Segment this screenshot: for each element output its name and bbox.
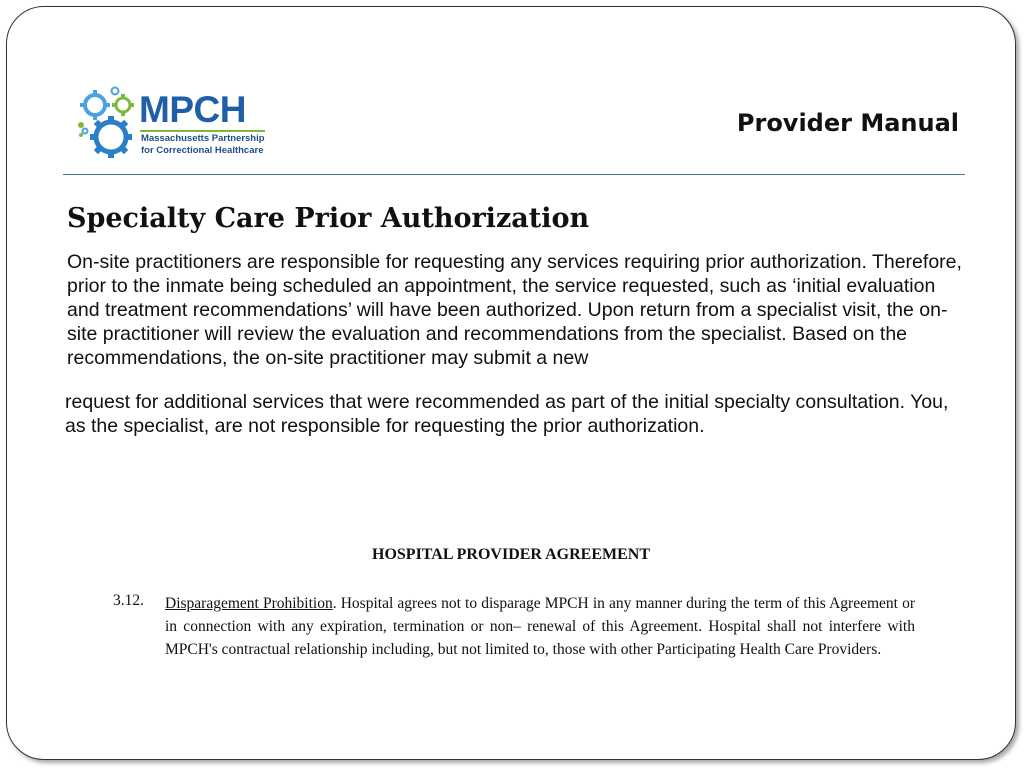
- section-paragraph-1: On-site practitioners are responsible for requesting any services requiring prior authorization. Therefore, prior to the inmate being scheduled an appointment, the service requested, such as ‘initial evaluation and treatment recommendations’ will have been authorized. Upon return from a specialist visit, the on-site practitioner will review the evaluation and recommendations from the specialist. Based on the recommendations, the on-site practitioner may submit a new: [67, 251, 962, 369]
- agreement-heading: HOSPITAL PROVIDER AGREEMENT: [372, 546, 650, 563]
- clause-heading: Disparagement Prohibition: [165, 595, 333, 612]
- clause-body: [165, 592, 915, 661]
- section-title: Specialty Care Prior Authorization: [67, 203, 590, 234]
- clause-text: . Hospital agrees not to disparage MPCH in any manner during the term of this Agreement or in connection with any expiration, termination or non– renewal of this Agreement. Hospital shall not interfere with MPCH's contractual relationship including, but not limited to, those with other Participating Health Care Providers.: [165, 595, 915, 658]
- clause-number: 3.12.: [113, 592, 144, 609]
- logo-subtitle-line2: for Correctional Healthcare: [141, 145, 264, 156]
- logo-wordmark: MPCH: [139, 89, 246, 130]
- logo-subtitle-line1: Massachusetts Partnership: [141, 133, 265, 144]
- section-paragraph-2: request for additional services that were recommended as part of the initial specialty consultation. You, as the specialist, are not responsible for requesting the prior authorization.: [65, 391, 949, 437]
- manual-title: Provider Manual: [736, 109, 959, 137]
- gears-icon: [75, 85, 145, 167]
- mpch-logo: [75, 85, 275, 167]
- slide: [6, 6, 1016, 760]
- logo-subtitle: [141, 133, 265, 157]
- header-divider: [63, 174, 965, 175]
- logo-underline: [140, 130, 265, 132]
